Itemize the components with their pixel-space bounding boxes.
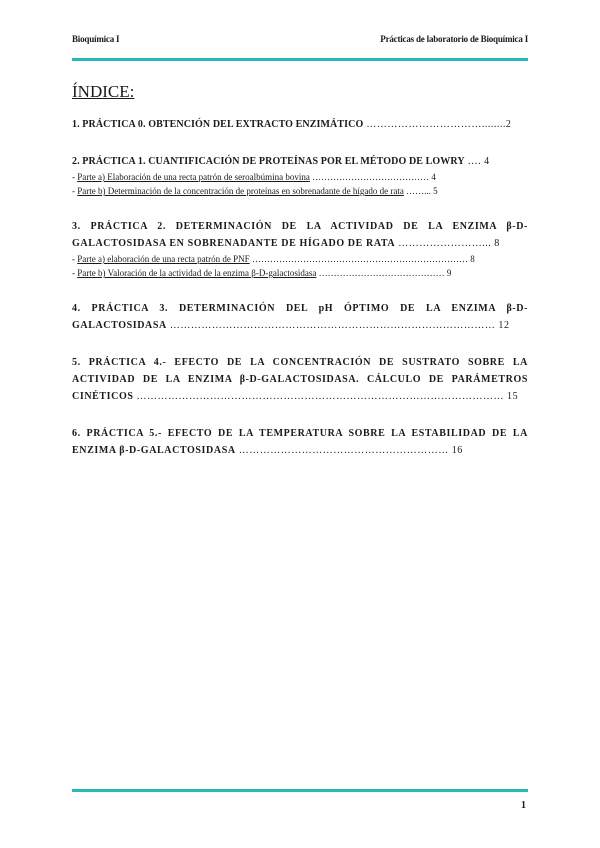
toc-page-number: 4	[431, 172, 436, 182]
toc-leader-dots: ……………………………........	[363, 119, 506, 130]
footer-rule	[72, 789, 528, 792]
toc-page-number: 4	[484, 156, 490, 167]
toc-subentry[interactable]	[72, 170, 528, 184]
toc-entry-text: 2. PRÁCTICA 1. CUANTIFICACIÓN DE PROTEÍNAS POR EL MÉTODO DE LOWRY	[72, 156, 465, 167]
toc-entry-text: 4. PRÁCTICA 3. DETERMINACIÓN DEL pH ÓPTIMO DE LA ENZIMA β-D-GALACTOSIDASA	[72, 303, 528, 331]
toc-leader-dots: ….	[464, 156, 485, 167]
toc-entry-4[interactable]	[72, 300, 528, 334]
toc-subentry-link[interactable]: Parte a) Elaboración de una recta patrón de seroalbúmina bovina	[77, 172, 310, 182]
toc-entry-text: 5. PRÁCTICA 4.- EFECTO DE LA CONCENTRACIÓN DE SUSTRATO SOBRE LA ACTIVIDAD DE LA ENZIMA β-D-GALACTOSIDASA. CÁLCULO DE PARÁMETROS CINÉTICOS	[72, 357, 528, 402]
toc-entry-1[interactable]	[72, 116, 528, 133]
page-number: 1	[521, 800, 526, 811]
toc-entry-text: 1. PRÁCTICA 0. OBTENCIÓN DEL EXTRACTO ENZIMÁTICO	[72, 119, 364, 130]
toc-subentry[interactable]	[72, 252, 528, 266]
toc-subentry-link[interactable]: Parte b) Valoración de la actividad de la enzima β-D-galactosidasa	[77, 268, 317, 278]
header-rule	[72, 58, 528, 61]
toc-page-number: 9	[446, 268, 452, 278]
toc-page-number: 8	[494, 238, 500, 249]
toc-entry-3[interactable]	[72, 218, 528, 280]
table-of-contents	[72, 116, 528, 479]
toc-subentry[interactable]	[72, 266, 528, 280]
toc-leader-dots: ……………………………………………………	[235, 445, 452, 456]
toc-entry-6[interactable]	[72, 425, 528, 459]
toc-subentry-prefix: -	[72, 186, 78, 196]
toc-entry-2[interactable]	[72, 153, 528, 198]
toc-subentry-prefix: -	[72, 268, 78, 278]
toc-leader-dots: ……………………………………	[316, 268, 447, 278]
toc-leader-dots: ………………………………………………………………	[249, 254, 471, 264]
header-right: Prácticas de laboratorio de Bioquímica I	[380, 34, 528, 44]
toc-subentry-prefix: -	[72, 172, 78, 182]
toc-subentry-prefix: -	[72, 254, 78, 264]
toc-leader-dots: ……………………………………………………………………………………………	[133, 391, 508, 402]
toc-title: ÍNDICE:	[72, 82, 135, 101]
toc-page-number: 12	[498, 320, 510, 331]
toc-subentry-link[interactable]: Parte a) elaboración de una recta patrón de PNF	[77, 254, 250, 264]
toc-leader-dots: ……………………...	[395, 238, 495, 249]
toc-entry-text: 3. PRÁCTICA 2. DETERMINACIÓN DE LA ACTIVIDAD DE LA ENZIMA β-D-GALACTOSIDASA EN SOBRENADANTE DE HÍGADO DE RATA	[72, 221, 528, 249]
toc-subentry-link[interactable]: Parte b) Determinación de la concentración de proteínas en sobrenadante de hígado de rata	[77, 186, 404, 196]
toc-leader-dots: ……...	[403, 186, 434, 196]
toc-entry-text: 6. PRÁCTICA 5.- EFECTO DE LA TEMPERATURA SOBRE LA ESTABILIDAD DE LA ENZIMA β-D-GALACTOSIDASA	[72, 428, 528, 456]
toc-page-number: 16	[451, 445, 463, 456]
toc-subentry[interactable]	[72, 184, 528, 198]
toc-page-number: 2	[505, 119, 511, 130]
toc-leader-dots: …………………………………………………………………………………	[166, 320, 499, 331]
header-left: Bioquímica I	[72, 34, 120, 44]
toc-page-number: 5	[433, 186, 438, 196]
toc-page-number: 8	[470, 254, 475, 264]
page-header	[72, 34, 528, 44]
toc-page-number: 15	[507, 391, 519, 402]
toc-entry-5[interactable]	[72, 354, 528, 405]
toc-leader-dots: …………………………………	[309, 172, 432, 182]
